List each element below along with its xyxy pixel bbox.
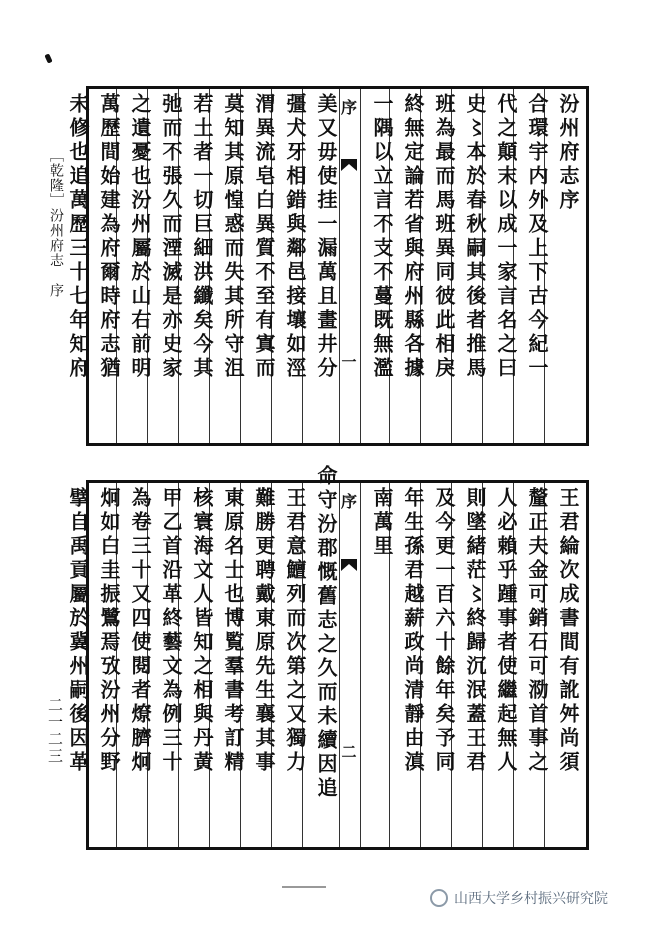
text-column-12: 若土者一切巨細洪纖矣今其: [190, 93, 214, 381]
text-column-3: 代之顛末以成一家言名之曰: [494, 93, 518, 381]
text-column-5: 班為最而馬班異同彼此相戾: [432, 93, 456, 381]
text-column-2: 釐正夫金可銷石可泐首事之: [525, 487, 549, 775]
text-column-4: 則墜緒茫〻終歸沉泯蓋王君: [463, 487, 487, 775]
text-column-6: 終無定論若省與府州縣各據: [401, 93, 425, 381]
text-column-4: 史〻本於春秋嗣其後者推馬: [463, 93, 487, 381]
center-page-number: 一: [341, 353, 357, 371]
text-column-13: 弛而不張久而湮滅是亦史家: [159, 93, 183, 381]
margin-page-number: 二一二三: [46, 697, 64, 765]
center-band: [339, 89, 361, 443]
text-column-15: 萬歷間始建為府爾時府志猶: [97, 93, 121, 381]
fish-tail-mark-icon: [341, 159, 357, 171]
text-column-14: 之遺憂也汾州屬於山右前明: [128, 93, 152, 381]
text-column-6: 年生孫君越薪政尚清靜由滇: [401, 487, 425, 775]
text-column-5: 及今更一百六十餘年矣予同: [432, 487, 456, 775]
text-column-2: 合環宇内外及上下古今紀一: [525, 93, 549, 381]
text-column-14: 為卷三十又四使閱者燎臍炯: [128, 487, 152, 775]
text-column-8: 命守汾郡慨舊志之久而未續因追: [314, 465, 338, 801]
text-column-10: 渭異流皂白異質不至有寘而: [252, 93, 276, 381]
text-column-7: 南萬里: [370, 487, 394, 559]
ink-mark: [44, 53, 52, 63]
text-column-8: 美又毋使挂一漏萬且畫井分: [314, 93, 338, 381]
text-column-10: 難勝更聘戴東原先生襄其事: [252, 487, 276, 775]
wechat-icon: [430, 889, 448, 907]
text-column-11: 莫知其原惶惑而失其所守沮: [221, 93, 245, 381]
text-column-1: 王君綸次成書間有訛舛尚須: [556, 487, 580, 775]
center-band: [339, 483, 361, 847]
fish-tail-mark-icon: [341, 559, 357, 571]
text-column-7: 一隅以立言不支不蔓既無濫: [370, 93, 394, 381]
center-title: 序: [340, 98, 357, 117]
watermark: [430, 888, 608, 908]
center-page-number: 二: [341, 743, 357, 761]
margin-book-title: ［乾隆］汾州府志 序: [48, 148, 64, 298]
text-column-12: 核寰海文人皆知之相與丹黃: [190, 487, 214, 775]
center-title: 序: [340, 492, 357, 511]
leaf-panel-2: [66, 465, 589, 850]
bottom-rule: [282, 886, 326, 888]
text-column-13: 甲乙首沿革終藝文為例三十: [159, 487, 183, 775]
leaf-panel-1: [66, 86, 589, 446]
watermark-text: 山西大学乡村振兴研究院: [454, 891, 608, 907]
text-column-1: 汾州府志序: [556, 93, 580, 213]
text-column-16: 擘自禹貢屬於冀州嗣後因革: [66, 487, 90, 775]
text-column-16: 未修也追萬歷三十七年知府: [66, 93, 90, 381]
text-column-15: 炯如白圭振鷺焉攷汾州分野: [97, 487, 121, 775]
text-column-11: 東原名士也博覧羣書考訂精: [221, 487, 245, 775]
text-column-9: 彊犬牙相錯與鄰邑接壤如涇: [283, 93, 307, 381]
text-column-3: 人必賴乎踵事者使繼起無人: [494, 487, 518, 775]
text-column-9: 王君意鱣列而次第之又獨力: [283, 487, 307, 775]
